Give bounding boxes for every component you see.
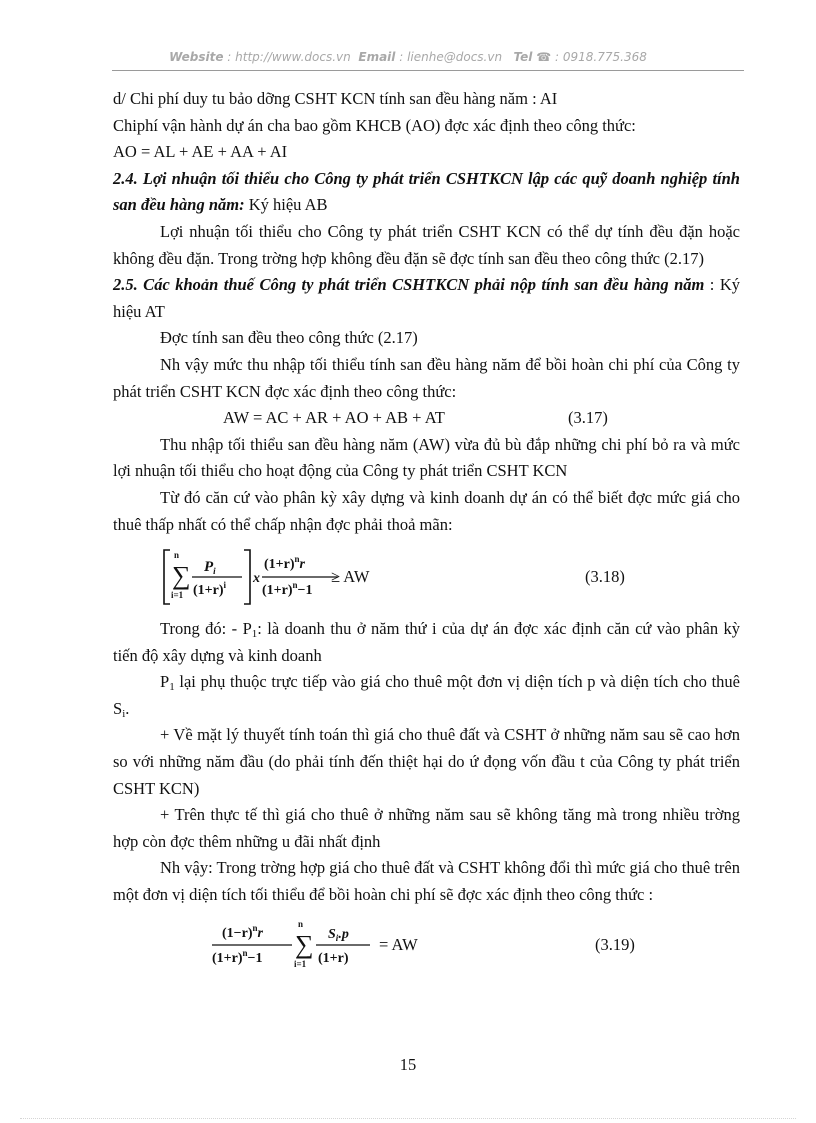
sum-top: n xyxy=(174,550,180,561)
equation-3-18-number: (3.18) xyxy=(585,567,625,587)
frac1-num: $P_i$ xyxy=(204,559,216,577)
frac2-den: $(1+r)^n-1$ xyxy=(262,580,313,599)
f319-sum-top: n xyxy=(298,918,304,929)
frac2-num: $(1+r)^nr$ xyxy=(264,554,305,573)
sum-sign: ∑ xyxy=(172,561,191,591)
f319-frac1-den: $(1+r)^n-1$ xyxy=(212,947,263,966)
sum-bottom: i=1 xyxy=(171,590,184,601)
page-content xyxy=(113,86,740,973)
heading-2-5 xyxy=(113,272,740,325)
equation-3-17 xyxy=(113,405,740,432)
paragraph-bullet-2: + Trên thực tế thì giá cho thuê ở những năm sau sẽ không tăng mà trong nhiều trờng hợp còn đợc thêm những u đãi nhất định xyxy=(113,805,740,851)
equation-aw: AW = AC + AR + AO + AB + AT xyxy=(223,408,445,428)
f319-frac1-num: $(1-r)^nr$ xyxy=(222,922,263,941)
footer-dotted-line xyxy=(20,1118,796,1119)
trongdo-text-b: : là doanh thu ở năm thứ i của dự án đợc xác định căn cứ vào phân kỳ tiến độ xây dựng và kinh doanh xyxy=(113,619,740,665)
equation-ao: AO = AL + AE + AA + AI xyxy=(113,142,288,162)
page-header xyxy=(0,50,816,64)
paragraph-trongdo xyxy=(113,616,740,669)
heading-2-5-title: 2.5. Các khoản thuế Công ty phát triển CSHTKCN phải nộp tính san đều hàng năm xyxy=(113,275,705,295)
paragraph-nhvay-2: Nh vậy: Trong trờng hợp giá cho thuê đất và CSHT không đổi thì mức giá cho thuê trên một đơn vị diện tích tối thiểu để bồi hoàn chi phí sẽ đợc xác định theo công thức : xyxy=(113,858,740,905)
paragraph-nhvay-1: Nh vậy mức thu nhập tối thiểu tính san đều hàng năm để bồi hoàn chi phí của Công ty phát triển CSHT KCN đợc xác định theo công thức: xyxy=(113,354,740,401)
email-value[interactable]: : lienhe@docs.vn xyxy=(399,50,503,64)
p1-subscript-2: i xyxy=(122,707,126,720)
paragraph-thunhap: Thu nhập tối thiểu san đều hàng năm (AW) vừa đủ bù đắp những chi phí bỏ ra và mức lợi nhuận tối thiểu cho hoạt động của Công ty phát triển CSHT KCN xyxy=(113,434,740,481)
equation-3-17-number: (3.17) xyxy=(568,408,608,428)
phone-icon: ☎ xyxy=(536,50,552,64)
website-value[interactable]: : http://www.docs.vn xyxy=(227,50,351,64)
tel-value: : 0918.775.368 xyxy=(555,50,647,64)
heading-2-4-suffix: Ký hiệu AB xyxy=(244,195,328,215)
bracket-left xyxy=(164,550,170,604)
times-sign: x xyxy=(253,571,260,587)
paragraph-loinhuan: Lợi nhuận tối thiểu cho Công ty phát triển CSHT KCN có thể dự tính đều đặn hoặc không đều đặn. Trong trờng hợp không đều đặn sẽ đợc tính san đều theo công thức (2.17) xyxy=(113,221,740,268)
paragraph-duoc: Đợc tính san đều theo công thức (2.17) xyxy=(160,328,418,348)
heading-2-5-suffix: : Ký hiệu AT xyxy=(113,275,740,321)
page-number: 15 xyxy=(399,1055,417,1074)
website-label: Website xyxy=(169,50,224,64)
equation-3-19-rhs: = AW xyxy=(379,934,418,954)
paragraph-p1 xyxy=(113,669,740,722)
bracket-right xyxy=(244,550,250,604)
heading-2-4 xyxy=(113,166,740,219)
f319-frac2-den: (1+r) xyxy=(318,950,349,966)
p1-text-c: . xyxy=(125,698,130,718)
email-label: Email xyxy=(358,50,396,64)
paragraph-bullet-1: + Về mặt lý thuyết tính toán thì giá cho thuê đất và CSHT ở những năm sau sẽ cao hơn so với những năm đầu (do phải tính đến thiệt hại do ứ đọng vốn đầu t của Công ty phát triển CSHT KCN) xyxy=(113,725,740,798)
line-d: d/ Chi phí duy tu bảo dỡng CSHT KCN tính san đều hàng năm : AI xyxy=(113,89,558,108)
frac1-den: $(1+r)^i$ xyxy=(193,580,227,599)
f319-sum-bottom: i=1 xyxy=(294,958,307,969)
formula-3-19 xyxy=(208,917,458,973)
equation-3-19 xyxy=(113,917,740,973)
equation-3-18 xyxy=(113,546,740,608)
line-chiphi: Chiphí vận hành dự án cha bao gồm KHCB (AO) đợc xác định theo công thức: xyxy=(113,115,636,135)
header-divider xyxy=(112,70,744,71)
p1-text-b: lại phụ thuộc trực tiếp vào giá cho thuê một đơn vị diện tích p và diện tích cho thuê S xyxy=(113,672,740,718)
p1-text-a: P xyxy=(160,672,170,692)
p1-subscript: 1 xyxy=(169,681,175,694)
paragraph-tudo: Từ đó căn cứ vào phân kỳ xây dựng và kinh doanh dự án có thể biết đợc mức giá cho thuê thấp nhất có thể chấp nhận đợc phải thoả mãn: xyxy=(113,487,740,534)
f319-sum-sign: ∑ xyxy=(295,929,314,959)
trongdo-subscript: 1 xyxy=(251,628,258,641)
f319-frac2-num: $S_i.p$ xyxy=(328,926,349,943)
equation-3-18-rhs: ≥ AW xyxy=(331,567,370,587)
heading-2-4-title: 2.4. Lợi nhuận tối thiểu cho Công ty phát triển CSHTKCN lập các quỹ doanh nghiệp tính san đều hàng năm: xyxy=(113,168,740,215)
trongdo-text-a: Trong đó: - P xyxy=(160,619,252,639)
tel-label: Tel xyxy=(513,50,533,64)
equation-3-19-number: (3.19) xyxy=(595,934,635,954)
